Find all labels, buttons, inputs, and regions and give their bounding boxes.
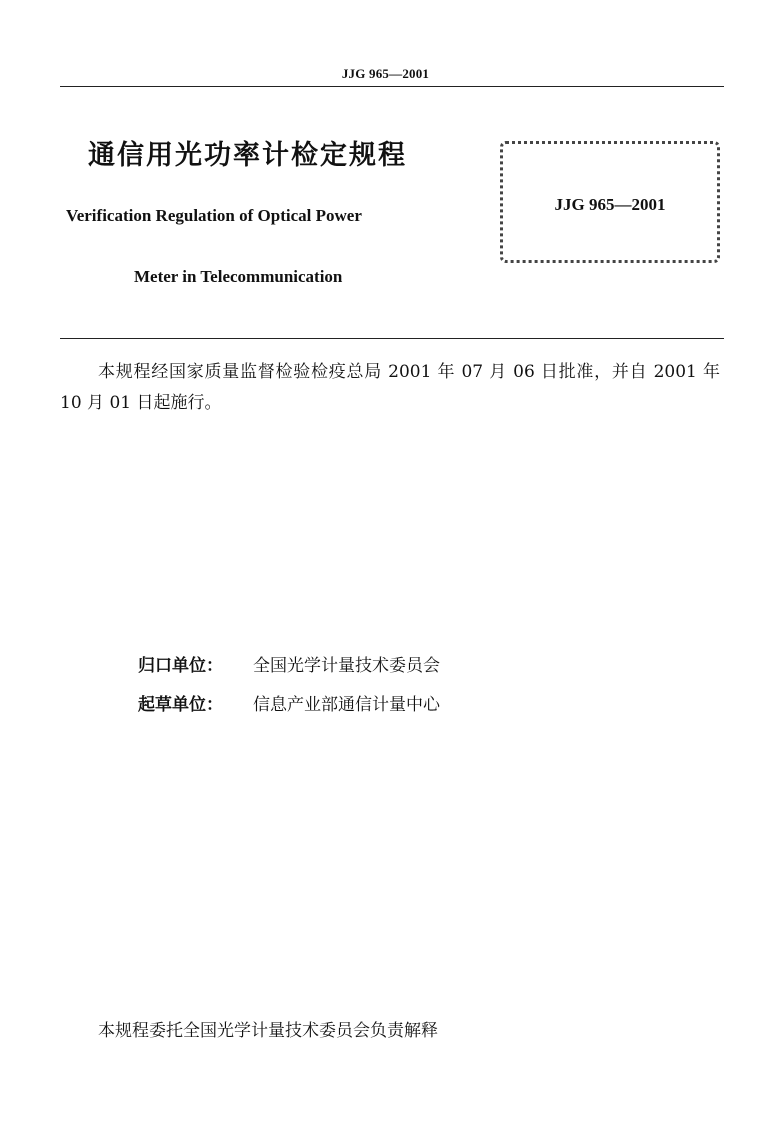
responsible-unit-value: 全国光学计量技术委员会 [253, 656, 440, 676]
title-english-line2: Meter in Telecommunication [134, 267, 343, 286]
responsible-unit-row [138, 651, 440, 676]
title-chinese: 通信用光功率计检定规程 [88, 140, 407, 171]
drafting-unit-value: 信息产业部通信计量中心 [253, 695, 440, 715]
approval-statement: 本规程经国家质量监督检验检疫总局 2001 年 07 月 06 日批准，并自 2001 年 10 月 01 日起施行。 [60, 362, 720, 413]
header-standard-code: JJG 965—2001 [341, 66, 430, 81]
drafting-unit-label: 起草单位： [138, 695, 223, 715]
standard-code-box-text: JJG 965—2001 [554, 195, 666, 214]
interpretation-note: 本规程委托全国光学计量技术委员会负责解释 [98, 1021, 438, 1041]
responsible-unit-label: 归口单位： [138, 656, 223, 676]
drafting-unit-row [138, 690, 440, 715]
header-divider [60, 86, 724, 87]
title-divider [60, 338, 724, 339]
title-english-line1: Verification Regulation of Optical Power [66, 206, 362, 225]
